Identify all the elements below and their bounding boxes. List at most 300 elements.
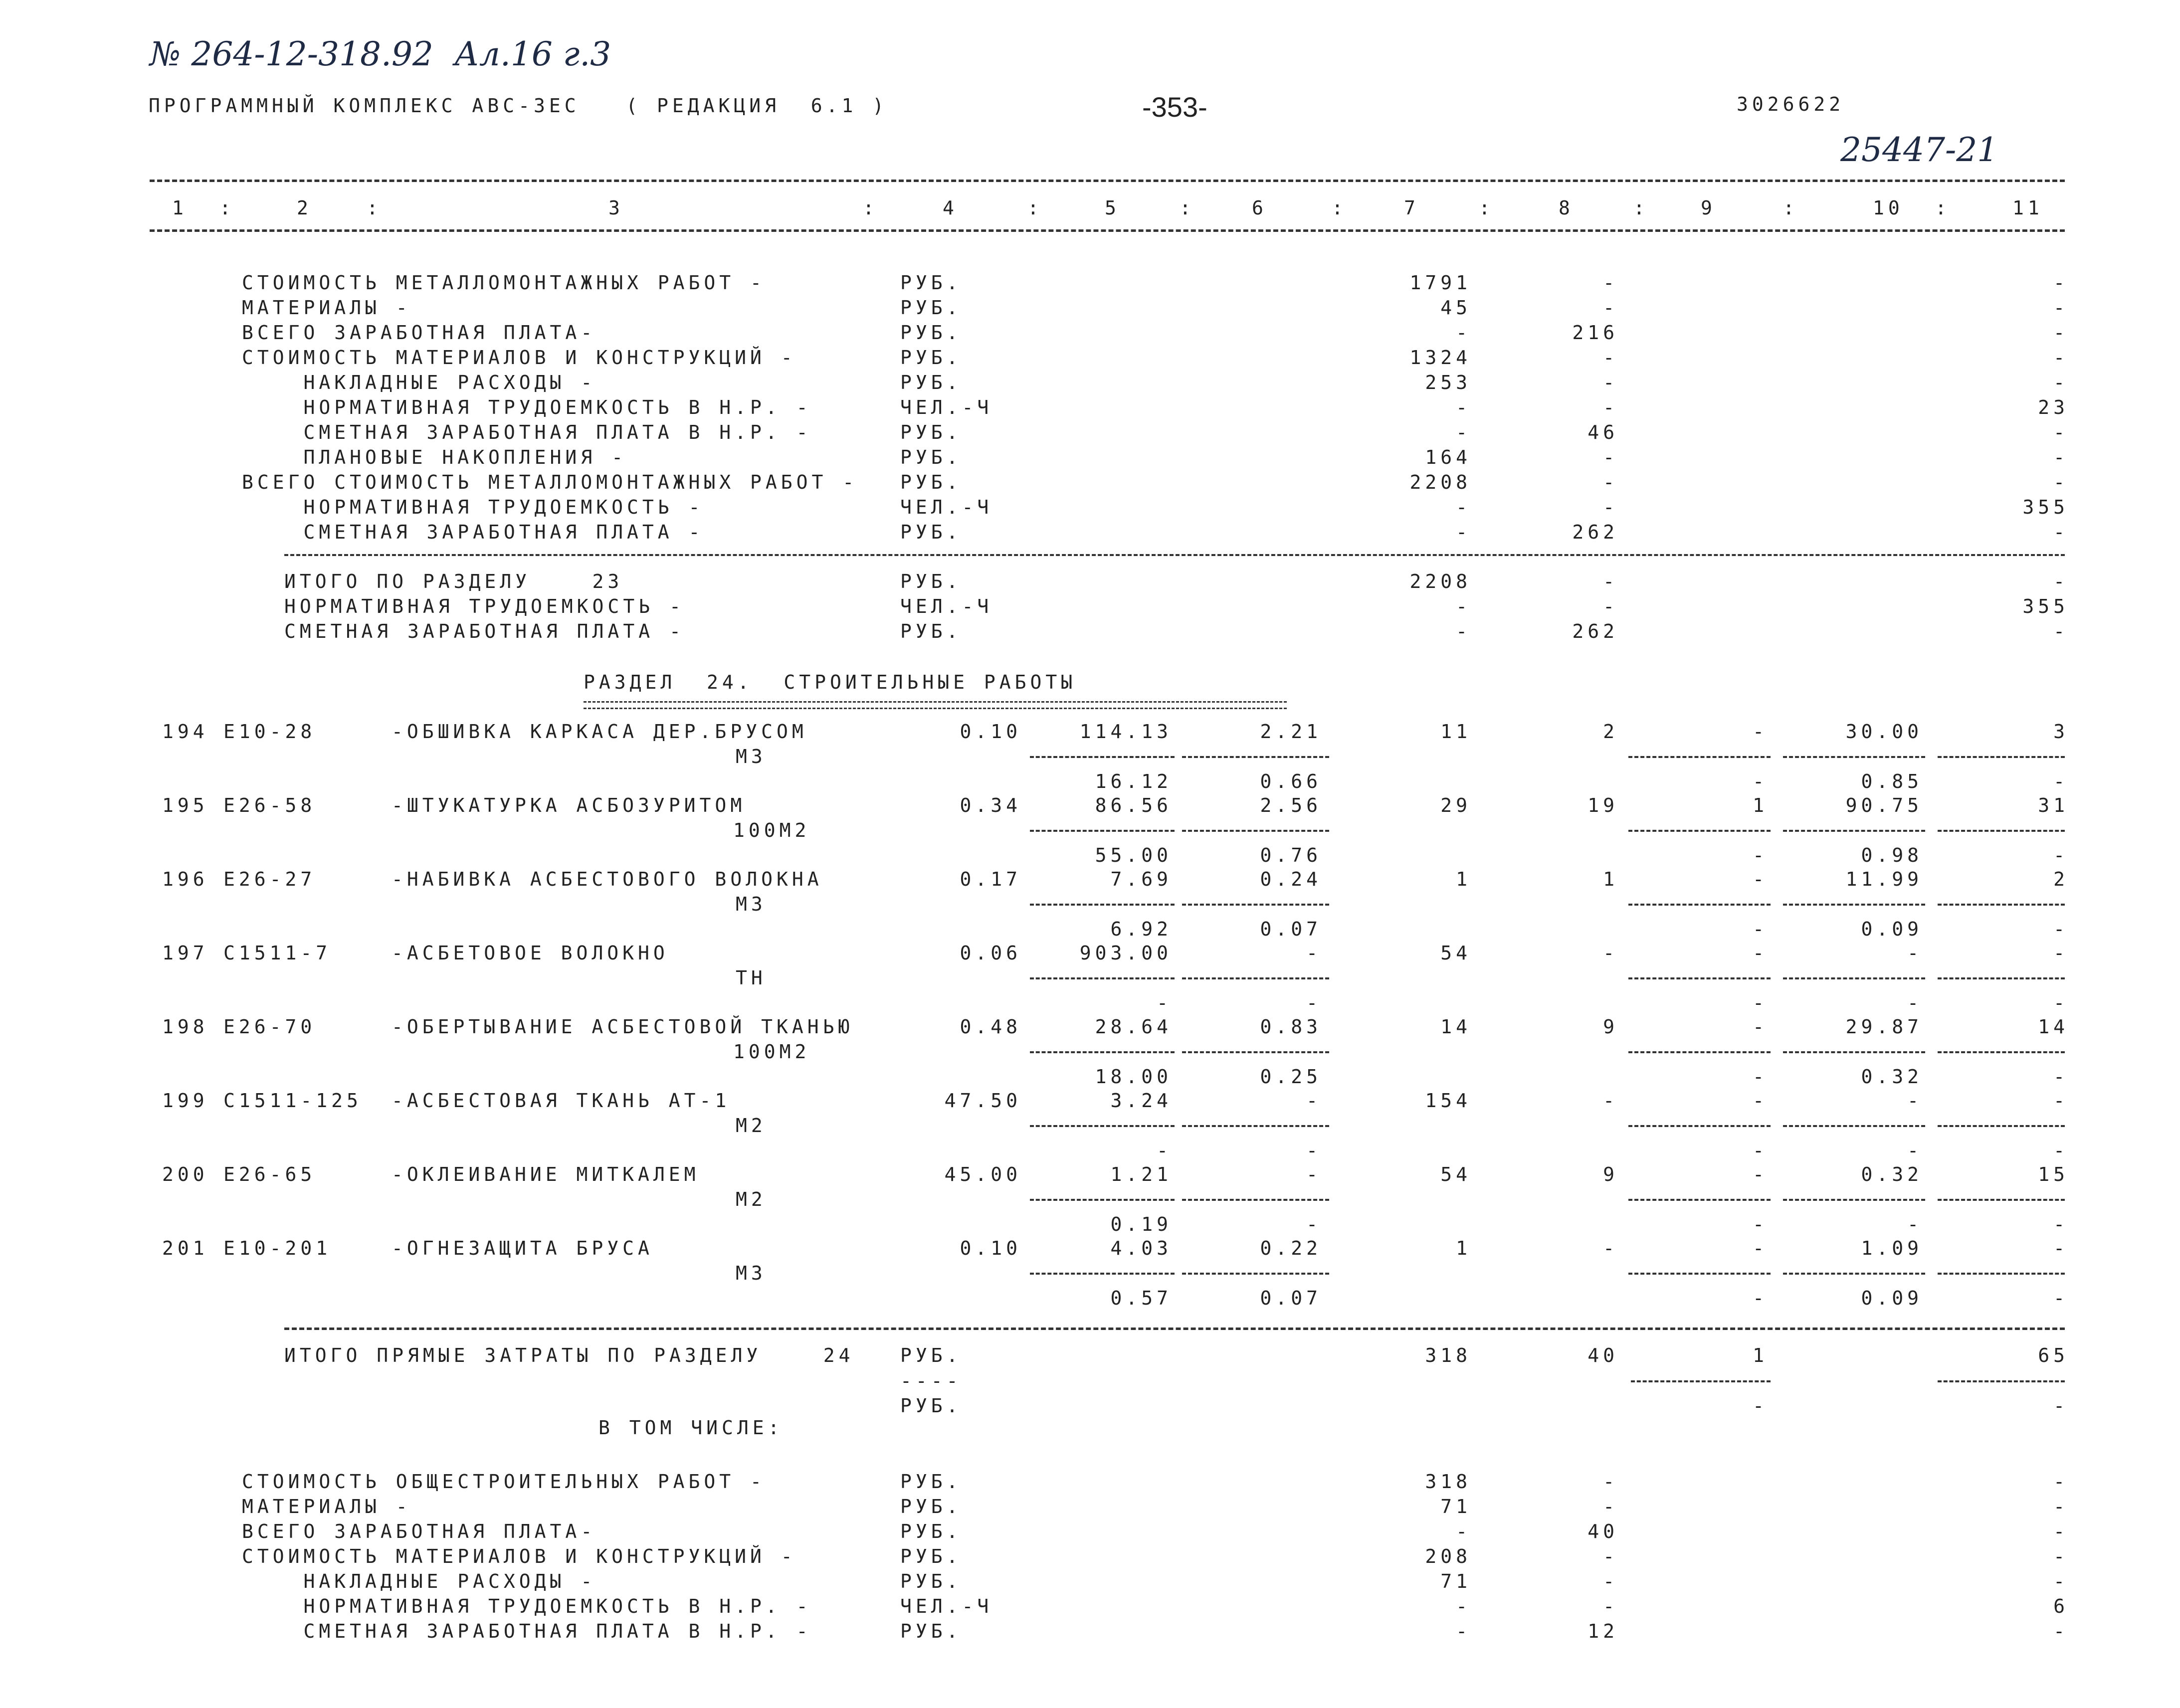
item-col11-sub: - bbox=[2053, 844, 2069, 866]
item-col9-sub: - bbox=[1753, 1066, 1768, 1088]
item-col4: 0.17 bbox=[960, 868, 1021, 890]
summary-col11: - bbox=[2053, 347, 2069, 369]
summary-label: НАКЛАДНЫЕ РАСХОДЫ - bbox=[242, 372, 596, 393]
summary-col7: 71 bbox=[1440, 1496, 1471, 1518]
item-col4: 0.48 bbox=[960, 1016, 1021, 1038]
item-col9: - bbox=[1753, 1090, 1768, 1112]
item-col11: - bbox=[2053, 942, 2069, 964]
item-underline bbox=[1783, 830, 1925, 832]
item-underline bbox=[1783, 904, 1925, 906]
item-col5-sub: - bbox=[1157, 1139, 1172, 1161]
item-code: Е10-201 bbox=[223, 1237, 332, 1259]
summary-col8: - bbox=[1603, 471, 1618, 493]
summary-unit: РУБ. bbox=[900, 1520, 962, 1542]
summary-col7: - bbox=[1456, 421, 1471, 443]
column-separator: : bbox=[367, 197, 382, 219]
item-col4: 0.10 bbox=[960, 1237, 1021, 1259]
item-number: 194 bbox=[162, 721, 208, 743]
item-col10: 1.09 bbox=[1861, 1237, 1923, 1259]
including-label: В ТОМ ЧИСЛЕ: bbox=[598, 1417, 784, 1439]
summary-col7: - bbox=[1456, 620, 1471, 642]
summary-unit: РУБ. bbox=[900, 446, 962, 468]
item-col5: 7.69 bbox=[1110, 868, 1172, 890]
direct-costs-unit: РУБ. bbox=[900, 1344, 962, 1366]
item-underline bbox=[1628, 756, 1771, 758]
summary-label: ВСЕГО ЗАРАБОТНАЯ ПЛАТА- bbox=[242, 1520, 596, 1542]
item-col5-sub: - bbox=[1157, 992, 1172, 1014]
summary-label: СМЕТНАЯ ЗАРАБОТНАЯ ПЛАТА В Н.Р. - bbox=[242, 1620, 812, 1642]
item-col9-sub: - bbox=[1753, 844, 1768, 866]
item-col10: - bbox=[1907, 942, 1923, 964]
direct-costs-col11-sub: - bbox=[2053, 1395, 2069, 1417]
summary-col8: - bbox=[1603, 570, 1618, 592]
column-separator: : bbox=[1332, 197, 1347, 219]
item-col9: - bbox=[1753, 1237, 1768, 1259]
item-unit: М3 bbox=[736, 746, 767, 767]
item-code: Е10-28 bbox=[223, 721, 316, 743]
item-col6: - bbox=[1306, 1090, 1322, 1112]
summary-col8: - bbox=[1603, 1595, 1618, 1617]
summary-unit: РУБ. bbox=[900, 297, 962, 319]
column-header-6: 6 bbox=[1252, 197, 1267, 219]
summary-label: ВСЕГО ЗАРАБОТНАЯ ПЛАТА- bbox=[242, 322, 596, 344]
item-col7: 154 bbox=[1425, 1090, 1471, 1112]
column-separator: : bbox=[1935, 197, 1951, 219]
direct-costs-col7: 318 bbox=[1425, 1344, 1471, 1366]
summary-unit: РУБ. bbox=[900, 421, 962, 443]
summary-unit: РУБ. bbox=[900, 1496, 962, 1518]
item-col4: 45.00 bbox=[944, 1163, 1021, 1185]
summary-unit: РУБ. bbox=[900, 1545, 962, 1567]
item-number: 199 bbox=[162, 1090, 208, 1112]
item-col10: 29.87 bbox=[1845, 1016, 1923, 1038]
summary-col11: 355 bbox=[2022, 595, 2069, 617]
summary-col11: - bbox=[2053, 1545, 2069, 1567]
item-col6-sub: - bbox=[1306, 992, 1322, 1014]
item-underline bbox=[1938, 904, 2065, 906]
column-separator: : bbox=[219, 197, 235, 219]
item-col9-sub: - bbox=[1753, 1139, 1768, 1161]
summary-col11: - bbox=[2053, 620, 2069, 642]
item-col6-sub: 0.07 bbox=[1260, 918, 1322, 940]
header-bottom-rule bbox=[150, 229, 2065, 232]
item-underline bbox=[1938, 1199, 2065, 1201]
summary-col7: 253 bbox=[1425, 372, 1471, 393]
summary-col7: 1324 bbox=[1409, 347, 1471, 369]
column-header-5: 5 bbox=[1105, 197, 1120, 219]
item-col6-sub: 0.07 bbox=[1260, 1287, 1322, 1309]
direct-costs-unit-2: РУБ. bbox=[900, 1395, 962, 1417]
summary-col8: 216 bbox=[1572, 322, 1618, 344]
item-underline bbox=[1182, 977, 1329, 979]
summary-col7: - bbox=[1456, 1595, 1471, 1617]
column-header-11: 11 bbox=[2012, 197, 2043, 219]
summary-col8: - bbox=[1603, 396, 1618, 418]
summary-col11: - bbox=[2053, 372, 2069, 393]
summary-col11: - bbox=[2053, 421, 2069, 443]
summary-23-separator bbox=[284, 554, 2065, 556]
item-underline bbox=[1938, 1125, 2065, 1127]
document-code: 3026622 bbox=[1737, 93, 1845, 115]
summary-label: МАТЕРИАЛЫ - bbox=[242, 297, 411, 319]
item-unit: М3 bbox=[736, 893, 767, 915]
item-underline bbox=[1030, 1125, 1175, 1127]
item-col6: 0.22 bbox=[1260, 1237, 1322, 1259]
item-underline bbox=[1938, 1051, 2065, 1053]
item-col8: 9 bbox=[1603, 1016, 1618, 1038]
summary-col7: 164 bbox=[1425, 446, 1471, 468]
item-col6: 2.56 bbox=[1260, 794, 1322, 816]
summary-unit: РУБ. bbox=[900, 347, 962, 369]
summary-col8: 40 bbox=[1587, 1520, 1618, 1542]
item-col9: 1 bbox=[1753, 794, 1768, 816]
program-title: ПРОГРАММНЫЙ КОМПЛЕКС АВС-3ЕС ( РЕДАКЦИЯ 6.1 ) bbox=[149, 95, 888, 117]
item-number: 195 bbox=[162, 794, 208, 816]
item-col4: 0.06 bbox=[960, 942, 1021, 964]
item-col11: 15 bbox=[2038, 1163, 2069, 1185]
summary-col11: - bbox=[2053, 471, 2069, 493]
summary-col8: - bbox=[1603, 297, 1618, 319]
item-col11: - bbox=[2053, 1090, 2069, 1112]
summary-unit: РУБ. bbox=[900, 322, 962, 344]
item-col10-sub: - bbox=[1907, 1213, 1923, 1235]
summary-col7: 2208 bbox=[1409, 471, 1471, 493]
item-col9-sub: - bbox=[1753, 1287, 1768, 1309]
item-name: -ОБШИВКА КАРКАСА ДЕР.БРУСОМ bbox=[392, 721, 807, 743]
item-col5: 4.03 bbox=[1110, 1237, 1172, 1259]
item-col11-sub: - bbox=[2053, 770, 2069, 792]
summary-label: СТОИМОСТЬ МАТЕРИАЛОВ И КОНСТРУКЦИЙ - bbox=[242, 1545, 796, 1567]
summary-label: НОРМАТИВНАЯ ТРУДОЕМКОСТЬ В Н.Р. - bbox=[242, 1595, 812, 1617]
summary-unit: РУБ. bbox=[900, 1620, 962, 1642]
item-underline bbox=[1628, 1273, 1771, 1275]
summary-col11: - bbox=[2053, 1471, 2069, 1493]
item-col8: 2 bbox=[1603, 721, 1618, 743]
item-col5: 903.00 bbox=[1079, 942, 1172, 964]
summary-col8: - bbox=[1603, 595, 1618, 617]
item-col11: 14 bbox=[2038, 1016, 2069, 1038]
item-col5-sub: 6.92 bbox=[1110, 918, 1172, 940]
column-header-1: 1 bbox=[172, 197, 188, 219]
item-col10-sub: 0.09 bbox=[1861, 918, 1923, 940]
item-underline bbox=[1182, 904, 1329, 906]
item-col11-sub: - bbox=[2053, 918, 2069, 940]
direct-costs-underline bbox=[1631, 1380, 1771, 1382]
summary-label: ВСЕГО СТОИМОСТЬ МЕТАЛЛОМОНТАЖНЫХ РАБОТ - bbox=[242, 471, 858, 493]
item-underline bbox=[1628, 977, 1771, 979]
summary-col7: - bbox=[1456, 496, 1471, 518]
item-col10: 90.75 bbox=[1845, 794, 1923, 816]
item-col11-sub: - bbox=[2053, 992, 2069, 1014]
summary-label: СМЕТНАЯ ЗАРАБОТНАЯ ПЛАТА - bbox=[242, 521, 704, 543]
item-underline bbox=[1628, 830, 1771, 832]
summary-unit: РУБ. bbox=[900, 1570, 962, 1592]
item-col11: - bbox=[2053, 1237, 2069, 1259]
item-col10: - bbox=[1907, 1090, 1923, 1112]
column-header-7: 7 bbox=[1404, 197, 1419, 219]
item-col10-sub: - bbox=[1907, 992, 1923, 1014]
item-underline bbox=[1628, 1125, 1771, 1127]
summary-unit: РУБ. bbox=[900, 1471, 962, 1493]
item-underline bbox=[1030, 1199, 1175, 1201]
summary-unit: РУБ. bbox=[900, 272, 962, 294]
item-col10: 30.00 bbox=[1845, 721, 1923, 743]
direct-costs-col9: 1 bbox=[1753, 1344, 1768, 1366]
summary-col8: - bbox=[1603, 372, 1618, 393]
item-col7: 54 bbox=[1440, 1163, 1471, 1185]
item-col11-sub: - bbox=[2053, 1066, 2069, 1088]
item-unit: М3 bbox=[736, 1262, 767, 1284]
item-col7: 29 bbox=[1440, 794, 1471, 816]
item-col5: 28.64 bbox=[1095, 1016, 1172, 1038]
section-24-underline bbox=[584, 701, 1287, 709]
item-col5: 86.56 bbox=[1095, 794, 1172, 816]
item-unit: 100М2 bbox=[733, 819, 810, 841]
item-name: -ОКЛЕИВАНИЕ МИТКАЛЕМ bbox=[392, 1163, 700, 1185]
summary-label: СТОИМОСТЬ МЕТАЛЛОМОНТАЖНЫХ РАБОТ - bbox=[242, 272, 766, 294]
item-col7: 14 bbox=[1440, 1016, 1471, 1038]
item-col9-sub: - bbox=[1753, 992, 1768, 1014]
item-name: -ОБЕРТЫВАНИЕ АСБЕСТОВОЙ ТКАНЬЮ bbox=[392, 1016, 854, 1038]
summary-col11: - bbox=[2053, 272, 2069, 294]
column-separator: : bbox=[1783, 197, 1798, 219]
item-unit: М2 bbox=[736, 1115, 767, 1137]
item-code: С1511-125 bbox=[223, 1090, 362, 1112]
summary-col8: - bbox=[1603, 446, 1618, 468]
item-underline bbox=[1030, 830, 1175, 832]
item-underline bbox=[1783, 1273, 1925, 1275]
item-number: 201 bbox=[162, 1237, 208, 1259]
item-col10-sub: 0.85 bbox=[1861, 770, 1923, 792]
section-24-title: РАЗДЕЛ 24. СТРОИТЕЛЬНЫЕ РАБОТЫ bbox=[584, 671, 1077, 693]
summary-col8: 262 bbox=[1572, 620, 1618, 642]
summary-col11: - bbox=[2053, 1620, 2069, 1642]
summary-col11: - bbox=[2053, 297, 2069, 319]
item-underline bbox=[1182, 1051, 1329, 1053]
item-code: С1511-7 bbox=[223, 942, 332, 964]
summary-col7: 45 bbox=[1440, 297, 1471, 319]
item-col11: 3 bbox=[2053, 721, 2069, 743]
summary-col7: - bbox=[1456, 521, 1471, 543]
item-col9: - bbox=[1753, 942, 1768, 964]
item-col11-sub: - bbox=[2053, 1139, 2069, 1161]
item-underline bbox=[1783, 756, 1925, 758]
item-underline bbox=[1182, 1125, 1329, 1127]
summary-col8: 46 bbox=[1587, 421, 1618, 443]
summary-unit: РУБ. bbox=[900, 620, 962, 642]
item-col11-sub: - bbox=[2053, 1213, 2069, 1235]
item-col5-sub: 16.12 bbox=[1095, 770, 1172, 792]
item-code: Е26-70 bbox=[223, 1016, 316, 1038]
summary-col8: - bbox=[1603, 1570, 1618, 1592]
summary-label: НАКЛАДНЫЕ РАСХОДЫ - bbox=[242, 1570, 596, 1592]
summary-label: ПЛАНОВЫЕ НАКОПЛЕНИЯ - bbox=[242, 446, 627, 468]
summary-col8: - bbox=[1603, 1545, 1618, 1567]
summary-unit: ЧЕЛ.-Ч bbox=[900, 595, 993, 617]
item-number: 198 bbox=[162, 1016, 208, 1038]
summary-col8: - bbox=[1603, 272, 1618, 294]
summary-col8: 12 bbox=[1587, 1620, 1618, 1642]
page-number: -353- bbox=[1142, 91, 1207, 123]
item-underline bbox=[1030, 1273, 1175, 1275]
summary-col7: - bbox=[1456, 396, 1471, 418]
item-col6-sub: - bbox=[1306, 1213, 1322, 1235]
item-col7: 11 bbox=[1440, 721, 1471, 743]
item-underline bbox=[1783, 1199, 1925, 1201]
summary-col11: 355 bbox=[2022, 496, 2069, 518]
column-header-2: 2 bbox=[297, 197, 312, 219]
summary-col7: 71 bbox=[1440, 1570, 1471, 1592]
item-col9-sub: - bbox=[1753, 1213, 1768, 1235]
summary-label: СМЕТНАЯ ЗАРАБОТНАЯ ПЛАТА В Н.Р. - bbox=[242, 421, 812, 443]
item-underline bbox=[1938, 1273, 2065, 1275]
summary-unit: РУБ. bbox=[900, 521, 962, 543]
summary-label: ИТОГО ПО РАЗДЕЛУ 23 bbox=[284, 570, 623, 592]
summary-col11: 6 bbox=[2053, 1595, 2069, 1617]
item-code: Е26-65 bbox=[223, 1163, 316, 1185]
item-col10: 11.99 bbox=[1845, 868, 1923, 890]
item-col10-sub: 0.32 bbox=[1861, 1066, 1923, 1088]
item-col10-sub: - bbox=[1907, 1139, 1923, 1161]
item-col6: - bbox=[1306, 1163, 1322, 1185]
item-col11: 2 bbox=[2053, 868, 2069, 890]
item-col8: - bbox=[1603, 1237, 1618, 1259]
item-name: -ОГНЕЗАЩИТА БРУСА bbox=[392, 1237, 653, 1259]
item-col8: - bbox=[1603, 942, 1618, 964]
item-col4: 47.50 bbox=[944, 1090, 1021, 1112]
item-underline bbox=[1182, 1273, 1329, 1275]
direct-costs-col11: 65 bbox=[2038, 1344, 2069, 1366]
item-col10-sub: 0.98 bbox=[1861, 844, 1923, 866]
item-col5: 3.24 bbox=[1110, 1090, 1172, 1112]
item-underline bbox=[1030, 1051, 1175, 1053]
item-col6-sub: - bbox=[1306, 1139, 1322, 1161]
item-col5: 114.13 bbox=[1079, 721, 1172, 743]
item-underline bbox=[1030, 756, 1175, 758]
summary-col11: - bbox=[2053, 1496, 2069, 1518]
direct-costs-col8: 40 bbox=[1587, 1344, 1618, 1366]
summary-col11: - bbox=[2053, 446, 2069, 468]
item-col8: - bbox=[1603, 1090, 1618, 1112]
direct-costs-col9-sub: - bbox=[1753, 1395, 1768, 1417]
summary-col7: 1791 bbox=[1409, 272, 1471, 294]
column-separator: : bbox=[1180, 197, 1195, 219]
summary-col7: - bbox=[1456, 1620, 1471, 1642]
summary-col8: - bbox=[1603, 496, 1618, 518]
item-underline bbox=[1783, 1125, 1925, 1127]
item-underline bbox=[1783, 977, 1925, 979]
summary-unit: ЧЕЛ.-Ч bbox=[900, 396, 993, 418]
summary-col11: - bbox=[2053, 521, 2069, 543]
summary-label: НОРМАТИВНАЯ ТРУДОЕМКОСТЬ - bbox=[242, 496, 704, 518]
item-underline bbox=[1030, 904, 1175, 906]
item-code: Е26-58 bbox=[223, 794, 316, 816]
column-header-8: 8 bbox=[1559, 197, 1574, 219]
item-col6-sub: 0.66 bbox=[1260, 770, 1322, 792]
item-col7: 1 bbox=[1456, 1237, 1471, 1259]
item-underline bbox=[1628, 1051, 1771, 1053]
summary-col7: 318 bbox=[1425, 1471, 1471, 1493]
item-number: 196 bbox=[162, 868, 208, 890]
item-col4: 0.10 bbox=[960, 721, 1021, 743]
summary-col8: 262 bbox=[1572, 521, 1618, 543]
summary-label: СТОИМОСТЬ МАТЕРИАЛОВ И КОНСТРУКЦИЙ - bbox=[242, 347, 796, 369]
summary-col8: - bbox=[1603, 1496, 1618, 1518]
summary-col7: - bbox=[1456, 322, 1471, 344]
handwritten-number: 25447-21 bbox=[1840, 131, 1998, 169]
summary-col11: 23 bbox=[2038, 396, 2069, 418]
item-col5-sub: 0.57 bbox=[1110, 1287, 1172, 1309]
item-col6: 0.24 bbox=[1260, 868, 1322, 890]
column-header-10: 10 bbox=[1873, 197, 1904, 219]
item-code: Е26-27 bbox=[223, 868, 316, 890]
item-col8: 19 bbox=[1587, 794, 1618, 816]
item-underline bbox=[1030, 977, 1175, 979]
direct-costs-underline bbox=[1938, 1380, 2065, 1382]
summary-col11: - bbox=[2053, 1520, 2069, 1542]
summary-unit: РУБ. bbox=[900, 570, 962, 592]
item-col8: 9 bbox=[1603, 1163, 1618, 1185]
item-col4: 0.34 bbox=[960, 794, 1021, 816]
column-header-3: 3 bbox=[608, 197, 624, 219]
column-separator: : bbox=[1633, 197, 1649, 219]
item-underline bbox=[1182, 1199, 1329, 1201]
item-number: 200 bbox=[162, 1163, 208, 1185]
item-col6-sub: 0.25 bbox=[1260, 1066, 1322, 1088]
item-underline bbox=[1628, 1199, 1771, 1201]
handwritten-reference: № 264-12-318.92 Ал.16 г.3 bbox=[150, 35, 611, 73]
item-col5: 1.21 bbox=[1110, 1163, 1172, 1185]
item-number: 197 bbox=[162, 942, 208, 964]
item-col10: 0.32 bbox=[1861, 1163, 1923, 1185]
summary-label: МАТЕРИАЛЫ - bbox=[242, 1496, 411, 1518]
summary-col7: 208 bbox=[1425, 1545, 1471, 1567]
item-unit: 100М2 bbox=[733, 1041, 810, 1063]
summary-label: НОРМАТИВНАЯ ТРУДОЕМКОСТЬ В Н.Р. - bbox=[242, 396, 812, 418]
items-end-rule bbox=[284, 1328, 2065, 1330]
item-unit: М2 bbox=[736, 1188, 767, 1210]
item-col9: - bbox=[1753, 1016, 1768, 1038]
item-underline bbox=[1628, 904, 1771, 906]
direct-costs-label: ИТОГО ПРЯМЫЕ ЗАТРАТЫ ПО РАЗДЕЛУ 24 bbox=[284, 1344, 854, 1366]
summary-col11: - bbox=[2053, 1570, 2069, 1592]
item-name: -НАБИВКА АСБЕСТОВОГО ВОЛОКНА bbox=[392, 868, 823, 890]
item-underline bbox=[1182, 756, 1329, 758]
item-col7: 1 bbox=[1456, 868, 1471, 890]
item-underline bbox=[1182, 830, 1329, 832]
summary-unit: РУБ. bbox=[900, 372, 962, 393]
summary-unit: ЧЕЛ.-Ч bbox=[900, 1595, 993, 1617]
item-underline bbox=[1938, 830, 2065, 832]
item-col10-sub: 0.09 bbox=[1861, 1287, 1923, 1309]
summary-col8: - bbox=[1603, 347, 1618, 369]
item-name: -ШТУКАТУРКА АСБОЗУРИТОМ bbox=[392, 794, 746, 816]
item-col8: 1 bbox=[1603, 868, 1618, 890]
item-col6: 2.21 bbox=[1260, 721, 1322, 743]
summary-label: СТОИМОСТЬ ОБЩЕСТРОИТЕЛЬНЫХ РАБОТ - bbox=[242, 1471, 766, 1493]
summary-label: НОРМАТИВНАЯ ТРУДОЕМКОСТЬ - bbox=[284, 595, 685, 617]
item-col11: 31 bbox=[2038, 794, 2069, 816]
item-name: -АСБЕСТОВАЯ ТКАНЬ АТ-1 bbox=[392, 1090, 731, 1112]
column-separator: : bbox=[863, 197, 878, 219]
item-underline bbox=[1938, 756, 2065, 758]
item-col6: 0.83 bbox=[1260, 1016, 1322, 1038]
column-separator: : bbox=[1479, 197, 1494, 219]
item-col11-sub: - bbox=[2053, 1287, 2069, 1309]
item-name: -АСБЕТОВОЕ ВОЛОКНО bbox=[392, 942, 669, 964]
summary-col7: - bbox=[1456, 595, 1471, 617]
item-col9: - bbox=[1753, 721, 1768, 743]
